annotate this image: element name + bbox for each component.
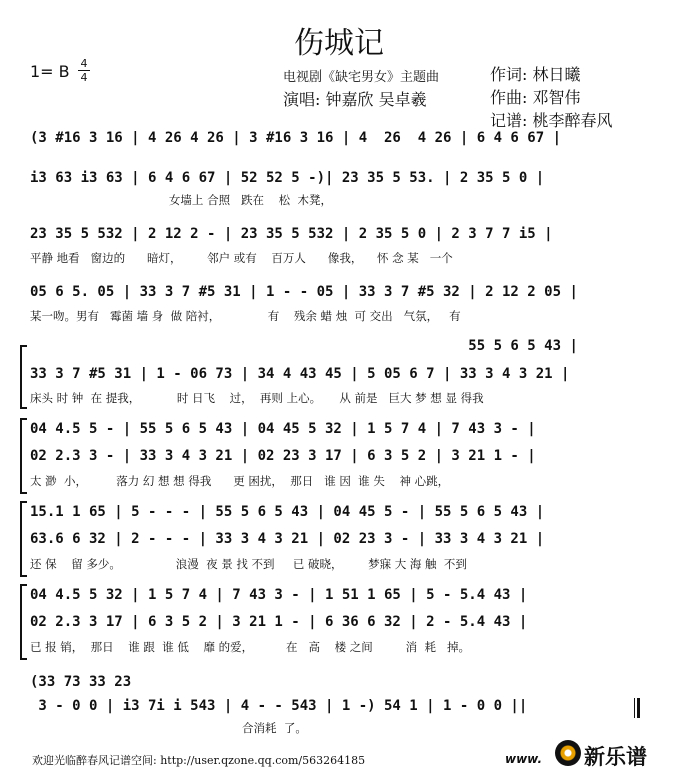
score-row-9-upper: (33 73 33 23	[30, 674, 132, 690]
time-signature-bottom: 4	[80, 71, 88, 84]
lyrics-row-9: 合消耗 了。	[30, 721, 307, 735]
lyrics-row-4: 某一吻。男有 霉菌 墙 身 做 陪衬， 有 残余 蜡 烛 可 交出 气氛， 有	[30, 309, 461, 323]
record-disc-icon	[555, 740, 581, 766]
key-signature: 1= B	[30, 62, 70, 81]
score-row-1: (3 #16 3 16 | 4 26 4 26 | 3 #16 3 16 | 4 26 4 26 | 6 4 6 67 |	[30, 130, 562, 146]
score-row-2: i3 63 i3 63 | 6 4 6 67 | 52 52 5 -)| 23 35 5 53. | 2 35 5 0 |	[30, 170, 545, 186]
time-signature-top: 4	[80, 57, 88, 70]
score-row-5: 33 3 7 #5 31 | 1 - 06 73 | 34 4 43 45 | 5 05 6 7 | 33 3 4 3 21 |	[30, 366, 570, 382]
score-row-7-lower: 63.6 6 32 | 2 - - - | 33 3 4 3 21 | 02 23 3 - | 33 3 4 3 21 |	[30, 531, 545, 547]
lyrics-row-3: 平静 地看 窗边的 暗灯， 邻户 或有 百万人 像我， 怀 念 某 一个	[30, 251, 453, 265]
lyrics-row-5: 床头 时 钟 在 提我， 时 日飞 过， 再则 上心。 从 前是 巨大 梦 想 显 得我	[30, 391, 484, 405]
lyrics-row-7: 还 保 留 多少。 浪漫 夜 景 找 不到 已 破晓， 梦寐 大 海 触 不到	[30, 557, 467, 571]
lyrics-row-8: 已 报 销， 那日 谁 跟 谁 低 靡 的爱， 在 高 楼 之间 消 耗 掉。	[30, 640, 470, 654]
site-logo: 新乐谱	[584, 745, 647, 769]
footer-text: 欢迎光临醉春风记谱空间: http://user.qzone.qq.com/563264185	[32, 754, 366, 767]
drama-info: 电视剧《缺宅男女》主题曲	[283, 70, 440, 85]
score-row-8-upper: 04 4.5 5 32 | 1 5 7 4 | 7 43 3 - | 1 51 1 65 | 5 - 5.4 43 |	[30, 587, 528, 603]
system-bracket	[20, 345, 27, 409]
score-row-5a: 55 5 6 5 43 |	[30, 338, 578, 354]
system-bracket	[20, 501, 27, 577]
system-bracket	[20, 418, 27, 494]
score-row-6-upper: 04 4.5 5 - | 55 5 6 5 43 | 04 45 5 32 | 1 5 7 4 | 7 43 3 - |	[30, 421, 536, 437]
time-signature	[78, 58, 90, 83]
score-row-9: 3 - 0 0 | i3 7i i 543 | 4 - - 543 | 1 -) 54 1 | 1 - 0 0 ||	[30, 698, 528, 714]
score-row-8-lower: 02 2.3 3 17 | 6 3 5 2 | 3 21 1 - | 6 36 6 32 | 2 - 5.4 43 |	[30, 614, 528, 630]
score-row-3: 23 35 5 532 | 2 12 2 - | 23 35 5 532 | 2 35 5 0 | 2 3 7 7 i5 |	[30, 226, 553, 242]
score-row-7-upper: 15.1 1 65 | 5 - - - | 55 5 6 5 43 | 04 45 5 - | 55 5 6 5 43 |	[30, 504, 545, 520]
lyrics-row-2: 女墙上 合照 跌在 松 木凳，	[30, 193, 332, 207]
final-barline	[634, 698, 640, 718]
transcriber: 记谱: 桃李醉春风	[490, 111, 613, 130]
system-bracket	[20, 584, 27, 660]
composer: 作曲: 邓智伟	[490, 88, 581, 107]
singers: 演唱: 钟嘉欣 吴卓羲	[283, 90, 427, 109]
lyricist: 作词: 林日曦	[490, 65, 581, 84]
score-row-6-lower: 02 2.3 3 - | 33 3 4 3 21 | 02 23 3 17 | 6 3 5 2 | 3 21 1 - |	[30, 448, 536, 464]
lyrics-row-6: 太 渺 小， 落力 幻 想 想 得我 更 困扰， 那日 谁 因 谁 失 神 心跳，	[30, 474, 450, 488]
song-title: 伤城记	[294, 26, 384, 61]
score-row-4: 05 6 5. 05 | 33 3 7 #5 31 | 1 - - 05 | 33 3 7 #5 32 | 2 12 2 05 |	[30, 284, 578, 300]
logo-url: www.	[505, 752, 543, 766]
